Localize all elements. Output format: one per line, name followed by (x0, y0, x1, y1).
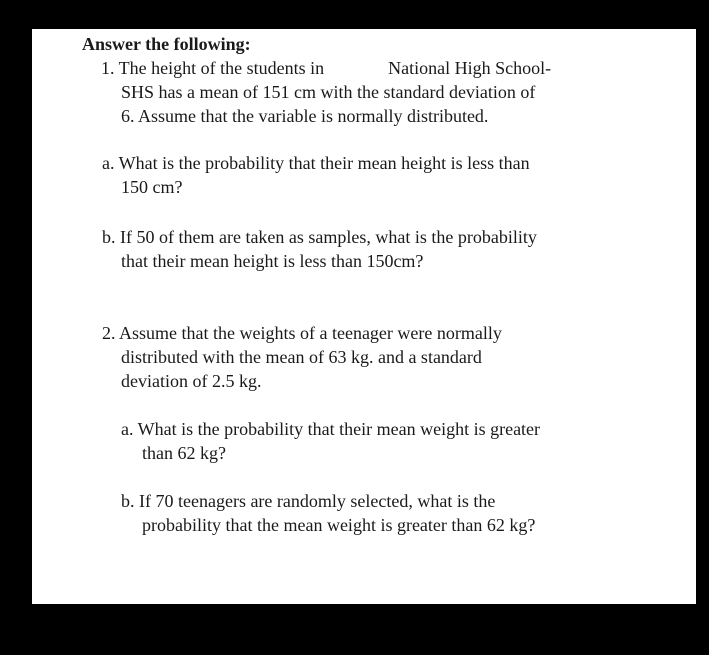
q2-line-2: distributed with the mean of 63 kg. and a standard (121, 347, 482, 367)
q2-line-3: deviation of 2.5 kg. (121, 371, 262, 391)
q1-line-3: 6. Assume that the variable is normally distributed. (121, 106, 489, 126)
q1-line-1 (101, 57, 551, 79)
q1a-line-1: a. What is the probability that their mean height is less than (102, 153, 530, 173)
q1-line-1-end: National High School- (388, 58, 552, 78)
q2b-line-1: b. If 70 teenagers are randomly selected, what is the (121, 491, 496, 511)
q2a-line-2: than 62 kg? (142, 443, 226, 463)
worksheet-page (32, 29, 696, 604)
q2-line-1: 2. Assume that the weights of a teenager were normally (102, 323, 502, 343)
q1b-line-2: that their mean height is less than 150cm? (121, 251, 424, 271)
q1a-line-2: 150 cm? (121, 177, 183, 197)
q1b-line-1: b. If 50 of them are taken as samples, what is the probability (102, 227, 537, 247)
q2a-line-1: a. What is the probability that their mean weight is greater (121, 419, 541, 439)
q1-line-1-start: 1. The height of the students in (101, 58, 325, 78)
q1-line-2: SHS has a mean of 151 cm with the standard deviation of (121, 82, 536, 102)
heading: Answer the following: (82, 34, 251, 54)
q2b-line-2: probability that the mean weight is greater than 62 kg? (142, 515, 536, 535)
